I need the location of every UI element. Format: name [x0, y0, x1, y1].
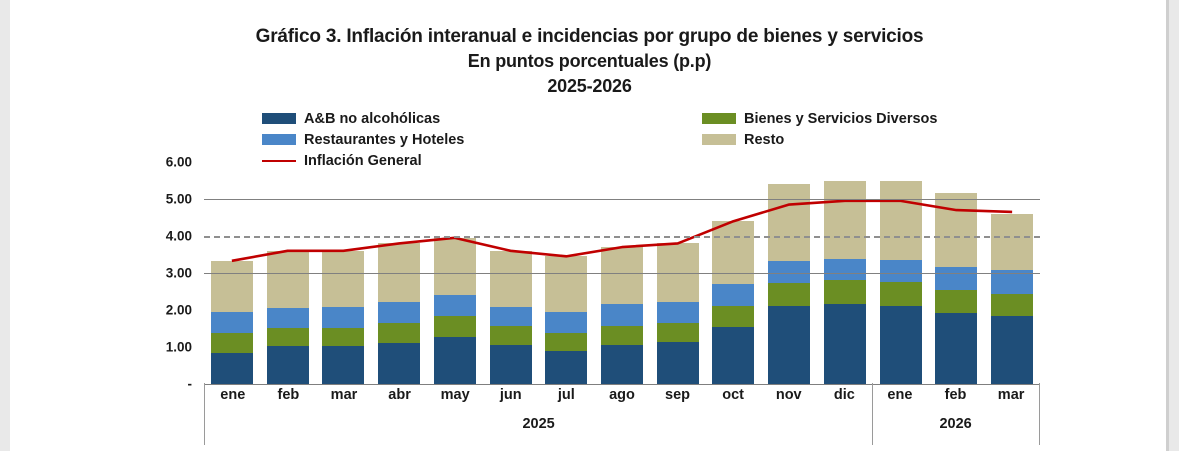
x-axis-tick-label: may [440, 387, 470, 403]
x-axis-tick-label: ago [609, 387, 635, 403]
page-title: Gráfico 3. Inflación interanual e incidencias por grupo de bienes y servicios [255, 26, 924, 47]
chart-subtitle: En puntos porcentuales (p.p) [467, 51, 712, 71]
legend-item [702, 111, 962, 127]
legend-swatch-icon [702, 113, 736, 124]
legend-swatch-icon [262, 113, 296, 124]
x-axis-tick-label: sep [665, 387, 691, 403]
year-label: 2025 [522, 416, 555, 432]
x-axis-tick-label: abr [388, 387, 411, 403]
y-axis-tick-label: 3.00 [165, 265, 192, 281]
gridline [204, 236, 1040, 238]
x-axis-tick-label: nov [775, 387, 802, 403]
year-label: 2026 [939, 416, 972, 432]
x-axis-year-labels [205, 416, 1039, 442]
y-axis [140, 154, 198, 392]
legend-swatch-icon [262, 134, 296, 145]
legend-label: Resto [744, 131, 785, 148]
x-axis-tick-label: feb [944, 387, 967, 403]
chart-period: 2025-2026 [547, 76, 632, 96]
gridline [204, 199, 1040, 200]
chart-title-block [0, 24, 1179, 99]
inflation-general-line [232, 201, 1012, 261]
x-axis-tick-label: oct [722, 387, 745, 403]
y-axis-tick-label: 2.00 [165, 302, 192, 318]
legend-label: Restaurantes y Hoteles [304, 131, 465, 148]
x-axis-tick-label: jun [499, 387, 522, 403]
plot-canvas [204, 162, 1040, 385]
x-axis-labels [205, 387, 1039, 403]
year-divider [872, 383, 873, 445]
x-axis-tick-label: ene [220, 387, 246, 403]
x-axis [204, 383, 1040, 445]
y-axis-tick-label: 1.00 [165, 339, 192, 355]
gridline [204, 273, 1040, 274]
x-axis-tick-label: ene [887, 387, 913, 403]
y-axis-tick-label: - [187, 376, 192, 392]
x-axis-tick-label: dic [833, 387, 855, 403]
legend-swatch-icon [702, 134, 736, 145]
x-axis-tick-label: mar [330, 387, 358, 403]
y-axis-tick-label: 4.00 [165, 228, 192, 244]
legend-item [262, 132, 702, 148]
x-axis-tick-label: feb [277, 387, 300, 403]
x-axis-tick-label: mar [997, 387, 1025, 403]
legend-label: Inflación General [304, 152, 422, 169]
legend-label: A&B no alcohólicas [304, 110, 441, 127]
legend-item [262, 111, 702, 127]
y-axis-tick-label: 5.00 [165, 191, 192, 207]
legend-label: Bienes y Servicios Diversos [744, 110, 938, 127]
legend-item [702, 132, 962, 148]
x-axis-tick-label: jul [557, 387, 575, 403]
y-axis-tick-label: 6.00 [165, 154, 192, 170]
